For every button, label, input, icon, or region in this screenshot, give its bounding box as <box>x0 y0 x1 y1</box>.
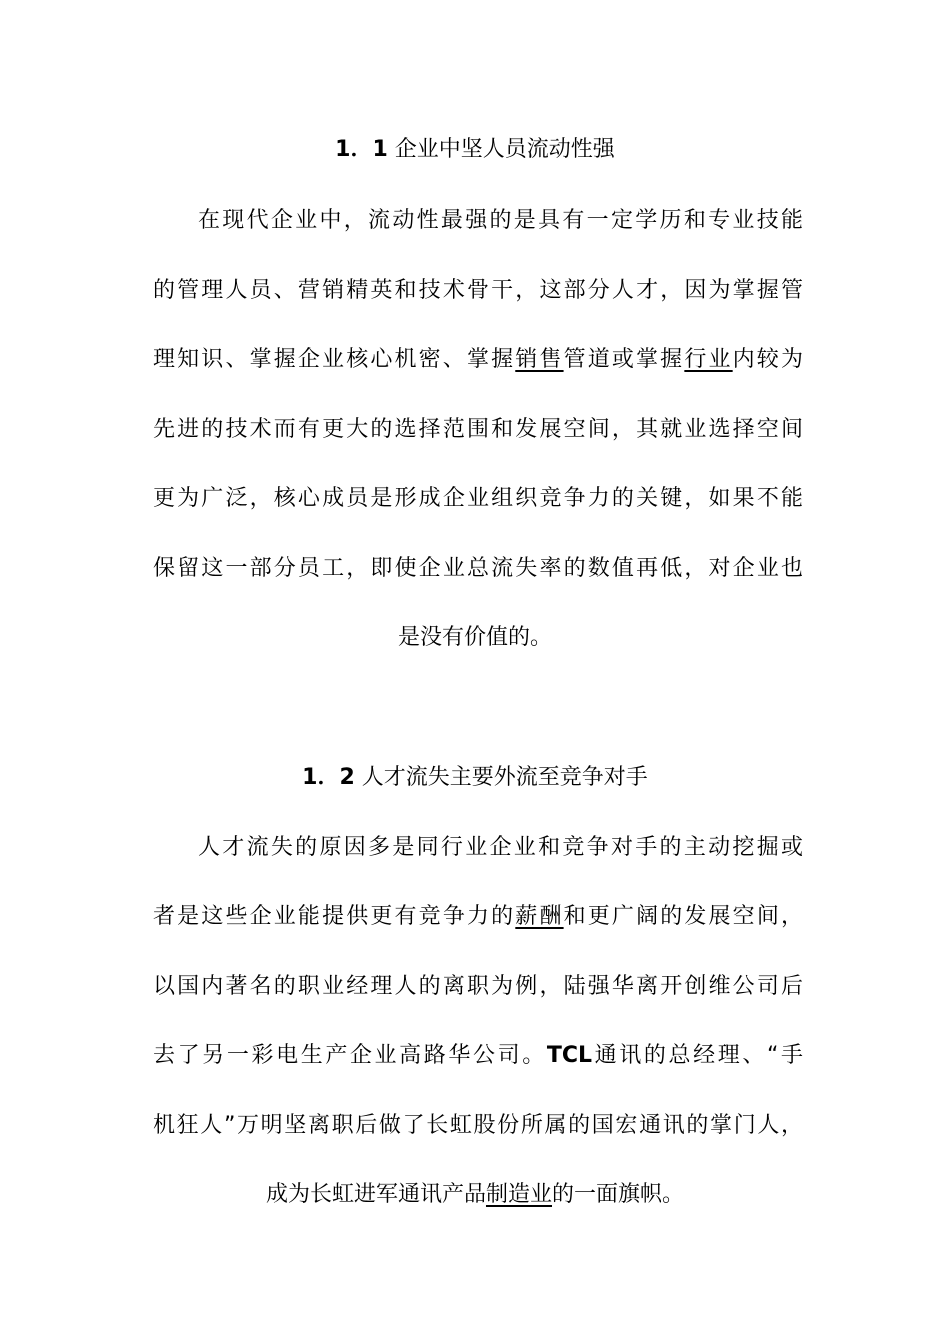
section-title: 人才流失主要外流至竞争对手 <box>361 765 648 790</box>
text-segment: 通讯的总经理、“手 <box>592 1043 803 1068</box>
link-salary[interactable]: 薪酬 <box>515 904 564 929</box>
paragraph-line: 在现代企业中，流动性最强的是具有一定学历和专业技能 <box>198 208 803 233</box>
paragraph-line: 机狂人”万明坚离职后做了长虹股份所属的国宏通讯的掌门人， <box>153 1113 803 1138</box>
section-title: 企业中坚人员流动性强 <box>394 137 615 162</box>
text-segment: 者是这些企业能提供更有竞争力的 <box>153 904 516 929</box>
section-number: 1．2 <box>302 765 355 790</box>
paragraph-line: 保留这一部分员工，即使企业总流失率的数值再低，对企业也 <box>153 556 803 581</box>
paragraph-line <box>153 902 803 932</box>
paragraph-line <box>153 345 803 375</box>
paragraph-line: 的管理人员、营销精英和技术骨干，这部分人才，因为掌握管 <box>153 278 803 303</box>
paragraph-line: 更为广泛，核心成员是形成企业组织竞争力的关键，如果不能 <box>153 486 803 511</box>
link-sales[interactable]: 销售 <box>515 347 564 372</box>
text-segment: 理知识、掌握企业核心机密、掌握 <box>153 347 516 372</box>
text-segment: 和更广阔的发展空间， <box>563 904 803 929</box>
text-segment: 成为长虹进军通讯产品 <box>265 1182 486 1207</box>
paragraph-line: 先进的技术而有更大的选择范围和发展空间，其就业选择空间 <box>153 417 803 442</box>
paragraph-line: 人才流失的原因多是同行业企业和竞争对手的主动挖掘或 <box>198 835 803 860</box>
link-industry[interactable]: 行业 <box>684 347 733 372</box>
paragraph-line <box>153 1041 803 1071</box>
text-segment: 内较为 <box>732 347 803 372</box>
brand-tcl: TCL <box>546 1043 593 1068</box>
section-number: 1．1 <box>335 137 388 162</box>
section-heading-1-1 <box>0 135 950 165</box>
paragraph-line: 以国内著名的职业经理人的离职为例，陆强华离开创维公司后 <box>153 974 803 999</box>
paragraph-line <box>0 1180 950 1210</box>
text-segment: 的一面旗帜。 <box>552 1182 685 1207</box>
section-heading-1-2 <box>0 763 950 793</box>
text-segment: 去了另一彩电生产企业高路华公司。 <box>153 1043 547 1068</box>
link-manufacturing[interactable]: 制造业 <box>485 1182 552 1207</box>
text-segment: 管道或掌握 <box>563 347 685 372</box>
paragraph-line: 是没有价值的。 <box>397 625 552 650</box>
